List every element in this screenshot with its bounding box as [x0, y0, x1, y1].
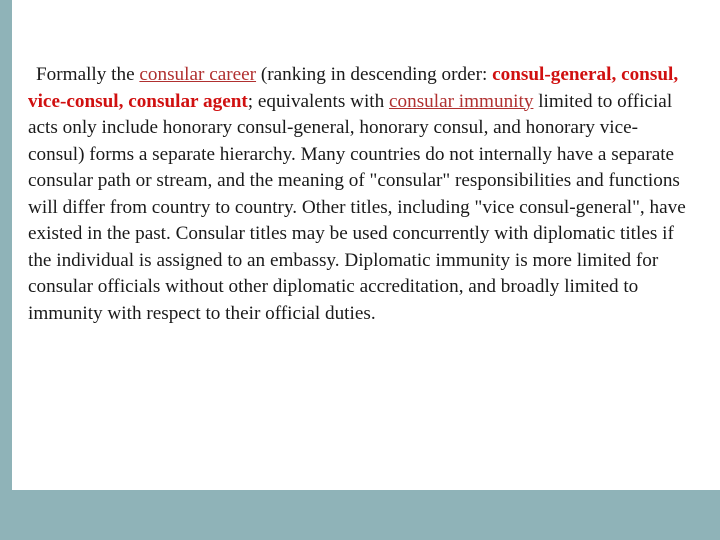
body-segment-2: (ranking in descending order: — [256, 64, 493, 85]
body-paragraph — [28, 62, 692, 327]
slide-body-text — [28, 62, 692, 327]
body-segment-1: Formally the — [36, 64, 140, 85]
consular-immunity-link[interactable]: consular immunity — [389, 90, 534, 112]
consular-career-link[interactable]: consular career — [139, 64, 257, 85]
consular-ranks-highlight: consul-general, consul, vice-consul, consular agent — [28, 64, 679, 112]
bottom-accent-bar — [12, 490, 720, 540]
left-accent-bar — [0, 0, 12, 540]
body-segment-3: ; equivalents with — [247, 90, 389, 112]
body-segment-4: limited to official acts only include honorary consul-general, honorary consul, and honorary vice-consul) forms a separate hierarchy. Many countries do not internally have a separate consular path or stream, and the meaning of "consular" responsibilities and functions will differ from country to country. Other titles, including "vice consul-general", have existed in the past. Consular titles may be used concurrently with diplomatic titles if the individual is assigned to an embassy. Diplomatic immunity is more limited for consular officials without other diplomatic accreditation, and broadly limited to immunity with respect to their official duties. — [28, 90, 686, 324]
